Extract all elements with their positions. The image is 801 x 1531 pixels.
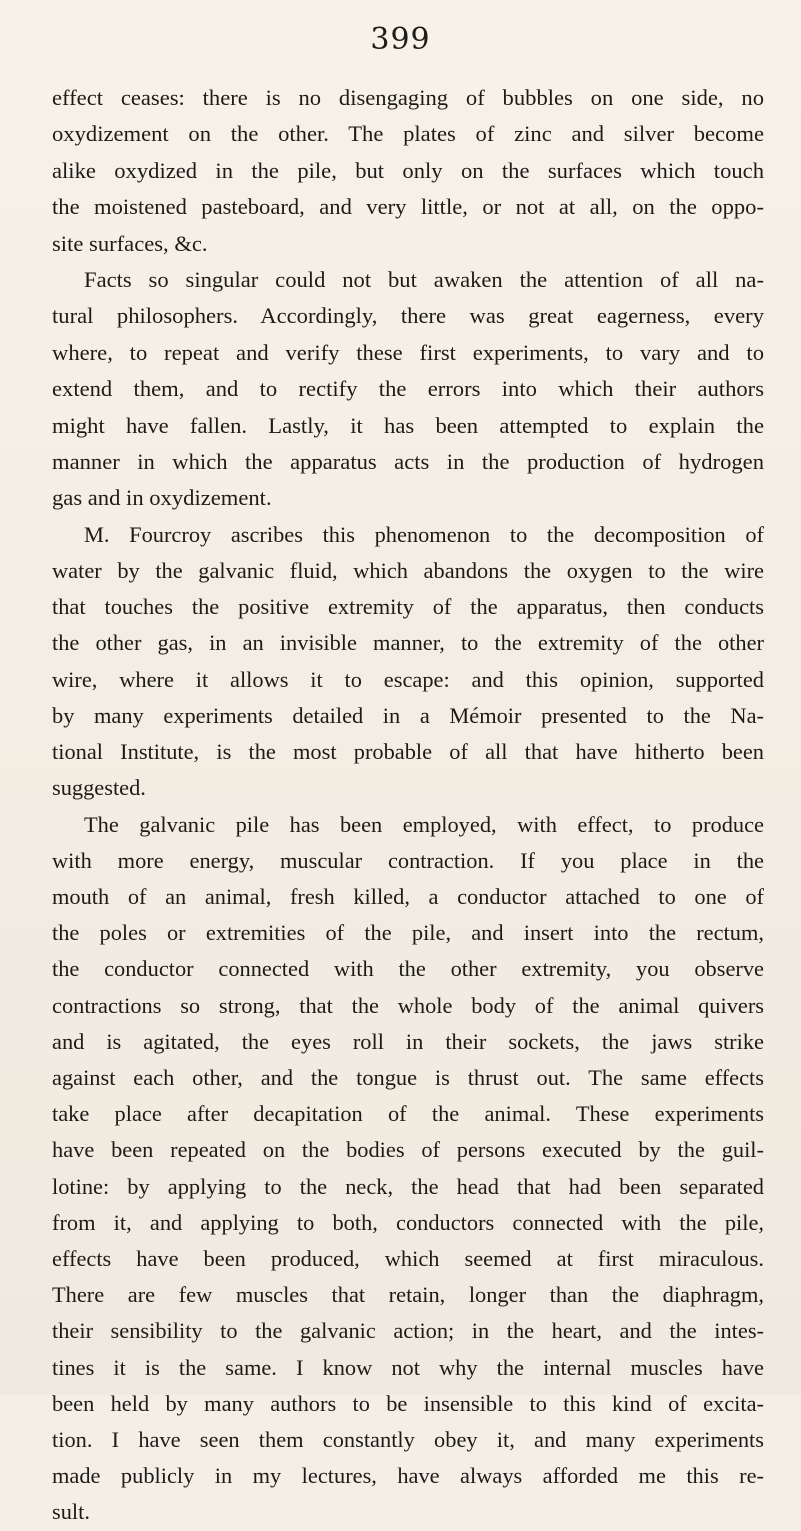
- paragraph-2: [52, 262, 764, 517]
- paragraph-3: [52, 517, 764, 807]
- text-line: Facts so singular could not but awaken the attention of all na-: [84, 267, 764, 293]
- text-line: There are few muscles that retain, longer than the diaphragm,: [52, 1282, 764, 1308]
- text-line: oxydizement on the other. The plates of zinc and silver become: [52, 121, 764, 147]
- text-line: have been repeated on the bodies of persons executed by the guil-: [52, 1137, 764, 1163]
- text-line: tural philosophers. Accordingly, there was great eagerness, every: [52, 303, 764, 329]
- text-line: M. Fourcroy ascribes this phenomenon to the decomposition of: [84, 521, 764, 547]
- paragraph-4: [52, 807, 764, 1531]
- text-line: by many experiments detailed in a Mémoir presented to the Na-: [52, 702, 764, 728]
- text-line: mouth of an animal, fresh killed, a conductor attached to one of: [52, 883, 764, 909]
- text-line: effect ceases: there is no disengaging of bubbles on one side, no: [52, 85, 764, 110]
- body-text: [52, 80, 764, 1531]
- text-line: from it, and applying to both, conductors connected with the pile,: [52, 1209, 764, 1235]
- text-line: might have fallen. Lastly, it has been attempted to explain the: [52, 412, 764, 438]
- text-line: lotine: by applying to the neck, the head that had been separated: [52, 1173, 764, 1199]
- text-line: water by the galvanic fluid, which abandons the oxygen to the wire: [52, 558, 764, 584]
- text-line: tines it is the same. I know not why the internal muscles have: [52, 1354, 764, 1380]
- text-line: effects have been produced, which seemed at first miraculous.: [52, 1245, 764, 1271]
- text-line: site surfaces, &c.: [52, 230, 208, 256]
- text-line: against each other, and the tongue is thrust out. The same effects: [52, 1064, 764, 1090]
- text-line: wire, where it allows it to escape: and this opinion, supported: [52, 666, 764, 692]
- text-line: tional Institute, is the most probable of all that have hitherto been: [52, 739, 764, 765]
- text-line: alike oxydized in the pile, but only on the surfaces which touch: [52, 157, 764, 183]
- text-line: the other gas, in an invisible manner, to the extremity of the other: [52, 630, 764, 656]
- text-line: the conductor connected with the other extremity, you observe: [52, 956, 764, 982]
- text-line: manner in which the apparatus acts in the production of hydrogen: [52, 449, 764, 475]
- text-line: take place after decapitation of the animal. These experiments: [52, 1101, 764, 1127]
- page-number: 399: [370, 22, 431, 57]
- text-line: the poles or extremities of the pile, and insert into the rectum,: [52, 920, 764, 946]
- text-line: where, to repeat and verify these first experiments, to vary and to: [52, 339, 764, 365]
- text-line: their sensibility to the galvanic action; in the heart, and the intes-: [52, 1318, 764, 1344]
- text-line: been held by many authors to be insensible to this kind of excita-: [52, 1390, 764, 1416]
- text-line: with more energy, muscular contraction. If you place in the: [52, 847, 764, 873]
- text-line: and is agitated, the eyes roll in their sockets, the jaws strike: [52, 1028, 764, 1054]
- text-line: that touches the positive extremity of the apparatus, then conducts: [52, 594, 764, 620]
- text-line: The galvanic pile has been employed, with effect, to produce: [84, 811, 764, 837]
- text-line: the moistened pasteboard, and very little, or not at all, on the oppo-: [52, 194, 764, 220]
- text-line: made publicly in my lectures, have always afforded me this re-: [52, 1463, 764, 1489]
- text-line: contractions so strong, that the whole body of the animal quivers: [52, 992, 764, 1018]
- text-line: extend them, and to rectify the errors into which their authors: [52, 376, 764, 402]
- paragraph-1: [52, 80, 764, 262]
- text-line: suggested.: [52, 775, 146, 801]
- text-line: sult.: [52, 1499, 90, 1525]
- text-line: tion. I have seen them constantly obey it, and many experiments: [52, 1426, 764, 1452]
- text-line: gas and in oxydizement.: [52, 485, 272, 511]
